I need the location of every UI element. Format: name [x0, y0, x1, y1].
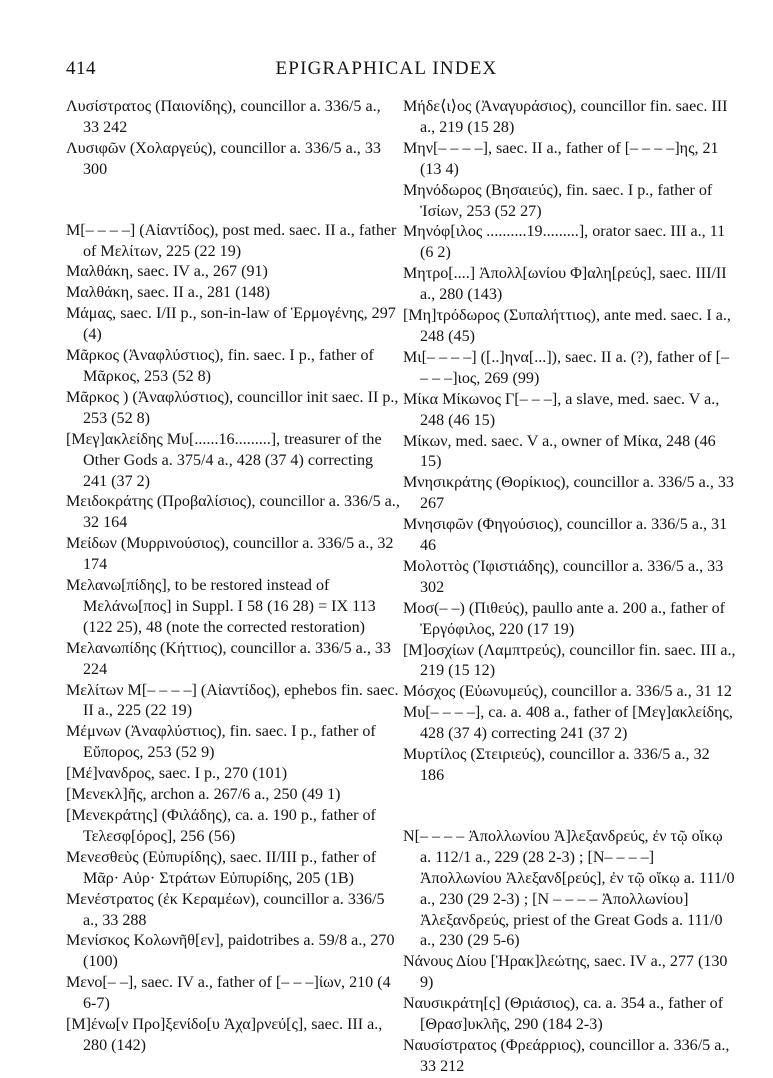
index-entry: Μᾶρκος (Ἀναφλύστιος), fin. saec. I p., father of Μᾶρκος, 253 (52 8)	[66, 347, 374, 385]
page-number: 414	[66, 58, 96, 79]
index-entry: Ναυσικράτη[ς] (Θριάσιος), ca. a. 354 a., father of [Θρασ]υκλῆς, 290 (184 2-3)	[403, 995, 724, 1034]
index-entry: Μᾶρκος ) (Ἀναφλύστιος), councillor init saec. II p., 253 (52 8)	[66, 388, 399, 427]
index-entry: Μι[– – – –] ([..]ηνα[...]), saec. II a. (?), father of [– – – –]ιος, 269 (99)	[403, 348, 730, 387]
index-entry: Μενεσθεὺς (Εὐπυρίδης), saec. II/III p., father of Μᾶρ· Αὐρ· Στράτων Εὐπυρίδης, 205 (1B)	[66, 848, 377, 887]
index-entry: Μητρο[....] Ἀπολλ[ωνίου Φ]αλη[ρεύς], saec. III/II a., 280 (143)	[403, 265, 727, 304]
index-entry: Μίκων, med. saec. V a., owner of Μίκα, 248 (46 15)	[403, 432, 716, 471]
index-column-left	[66, 97, 400, 1057]
index-entry: Μόσχος (Εὐωνυμεύς), councillor a. 336/5 a., 31 12	[403, 683, 732, 701]
index-entry: [Μ]οσχίων (Λαμπτρεύς), councillor fin. saec. III a., 219 (15 12)	[403, 641, 736, 680]
letter-group-separator	[66, 181, 400, 221]
index-entry: [Μη]τρόδωρος (Συπαλήττιος), ante med. saec. I a., 248 (45)	[403, 307, 731, 345]
index-entry: Νάνους Δίου [Ἡρακ]λεώτης, saec. IV a., 277 (130 9)	[403, 953, 728, 992]
letter-group-separator	[403, 787, 737, 827]
index-entry: Μηνόδωρος (Βησαιεύς), fin. saec. I p., father of Ἰσίων, 253 (52 27)	[403, 181, 713, 220]
index-entry: [Μέ]νανδρος, saec. I p., 270 (101)	[66, 765, 288, 783]
page-header	[0, 58, 773, 84]
index-entry: Μνησιφῶν (Φηγούσιος), councillor a. 336/5 a., 31 46	[403, 516, 728, 555]
index-entry: Μειδοκράτης (Προβαλίσιος), councillor a. 336/5 a., 32 164	[66, 493, 400, 532]
index-entry: Μενέστρατος (ἐκ Κεραμέων), councillor a. 336/5 a., 33 288	[66, 890, 385, 929]
index-entry: Λυσιφῶν (Χολαργεύς), councillor a. 336/5 a., 33 300	[66, 139, 381, 178]
index-entry: Μαλθάκη, saec. II a., 281 (148)	[66, 284, 270, 302]
index-entry: Μείδων (Μυρρινούσιος), councillor a. 336/5 a., 32 174	[66, 535, 394, 574]
index-entry: Μνησικράτης (Θορίκιος), councillor a. 336/5 a., 33 267	[403, 474, 734, 513]
index-entry: Μελανω[πίδης], to be restored instead of Μελάνω[πος] in Suppl. I 58 (16 28) = IX 113 (122 25), 48 (note the corrected restoration)	[66, 577, 376, 636]
index-entry: Ν[– – – – Ἀπολλωνίου Ἀ]λεξανδρεύς, ἐν τῷ οἴκῳ a. 112/1 a., 229 (28 2-3) ; [Ν– – – –] Ἀπολλωνίου Ἀλεξανδ[ρεύς], ἐν τῷ οἴκῳ a. 111/0 a., 230 (29 2-3) ; [Ν – – – – Ἀπολλωνίου] Ἀλεξανδρεύς, priest of the Great Gods a. 111/0 a., 230 (29 5-6)	[403, 827, 735, 950]
index-entry: Μενίσκος Κολωνῆθ[εν], paidotribes a. 59/8 a., 270 (100)	[66, 932, 395, 971]
index-entry: Λυσίστρατος (Παιονίδης), councillor a. 336/5 a., 33 242	[66, 98, 381, 136]
index-entry: Μίκα Μίκωνος Γ[– – –], a slave, med. saec. V a., 248 (46 15)	[403, 390, 720, 429]
index-entry: [Μεγ]ακλείδης Μυ[......16.........], treasurer of the Other Gods a. 375/4 a., 428 (37 4) correcting 241 (37 2)	[66, 430, 382, 490]
index-entry: Μοσ(– –) (Πιθεύς), paullo ante a. 200 a., father of Ἐργόφιλος, 220 (17 19)	[403, 599, 726, 638]
index-entry: [Μενεκράτης] (Φιλάδης), ca. a. 190 p., father of Τελεσφ[όρος], 256 (56)	[66, 807, 376, 845]
index-entry: Μυ[– – – –], ca. a. 408 a., father of [Μεγ]ακλείδης, 428 (37 4) correcting 241 (37 2)	[403, 704, 733, 743]
index-entry: Μαλθάκη, saec. IV a., 267 (91)	[66, 263, 268, 281]
index-entry: Μενο[– –], saec. IV a., father of [– – –]ίων, 210 (4 6-7)	[66, 974, 391, 1013]
index-entry: Μελίτων Μ[– – – –] (Αἰαντίδος), ephebos fin. saec. II a., 225 (22 19)	[66, 681, 399, 720]
index-entry: Μυρτίλος (Στειριεύς), councillor a. 336/5 a., 32 186	[403, 746, 710, 784]
index-entry: Ναυσίστρατος (Φρεάρριος), councillor a. 336/5 a., 33 212	[403, 1036, 730, 1075]
index-entry: Μάμας, saec. I/II p., son-in-law of Ἑρμογένης, 297 (4)	[66, 305, 396, 344]
index-column-right	[403, 97, 737, 1078]
index-entry: Μέμνων (Ἀναφλύστιος), fin. saec. I p., father of Εὔπορος, 253 (52 9)	[66, 723, 376, 762]
index-entry: [Μ]ένω[ν Προ]ξενίδο[υ Ἀχα]ρνεύ[ς], saec. III a., 280 (142)	[66, 1016, 383, 1054]
index-entry: Μολοττὸς (Ἰφιστιάδης), councillor a. 336/5 a., 33 302	[403, 557, 724, 596]
index-entry: Μ[– – – –] (Αἰαντίδος), post med. saec. II a., father of Μελίτων, 225 (22 19)	[66, 221, 397, 260]
index-entry: Μηνόφ[ιλος ..........19.........], orator saec. III a., 11 (6 2)	[403, 223, 726, 262]
index-entry: Μελανωπίδης (Κήττιος), councillor a. 336/5 a., 33 224	[66, 639, 391, 678]
index-entry: Μην[– – – –], saec. II a., father of [– – – –]ης, 21 (13 4)	[403, 139, 719, 178]
index-entry: [Μενεκλ]ῆς, archon a. 267/6 a., 250 (49 1)	[66, 786, 341, 804]
page-title: EPIGRAPHICAL INDEX	[275, 58, 498, 79]
index-entry: Μήδε⟨ι⟩ος (Ἀναγυράσιος), councillor fin. saec. III a., 219 (15 28)	[403, 98, 728, 136]
